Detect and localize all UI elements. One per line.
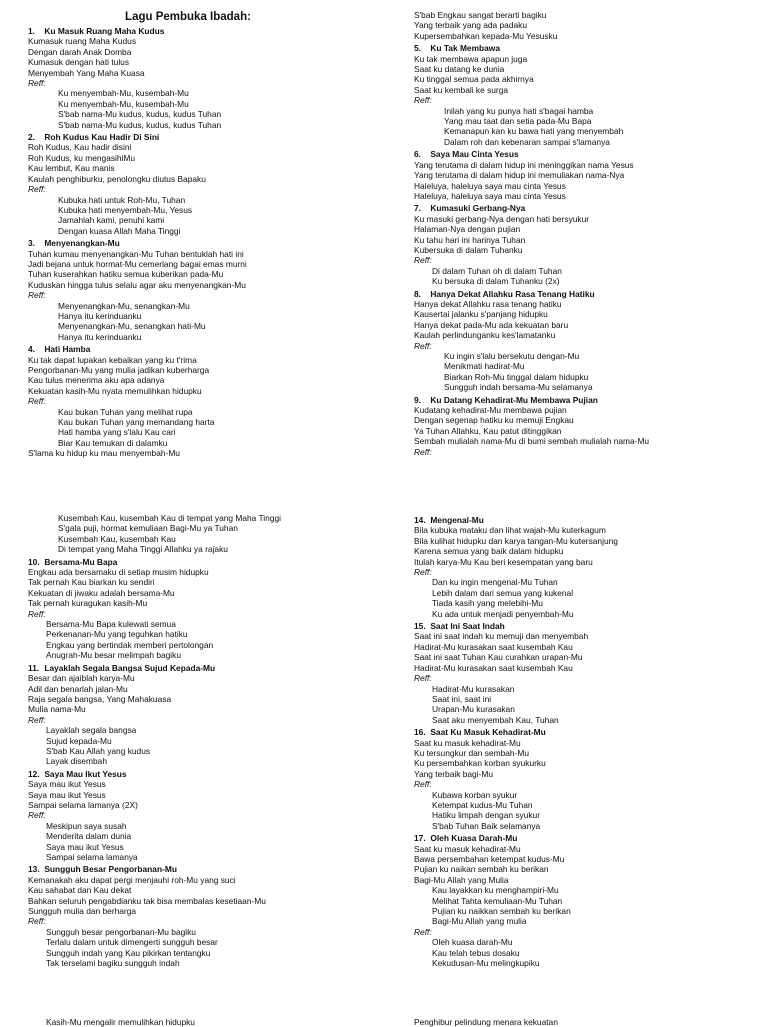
lyric-line: Engkau yang bertindak memberi pertolongan: [46, 639, 214, 650]
lyric-line: Roh Kudus, Kau hadir disini: [28, 142, 132, 153]
lyric-line: Haleluya, haleluya saya mau cinta Yesus: [414, 180, 566, 191]
song-number: 4.: [28, 344, 35, 355]
song-number: 7.: [414, 203, 421, 214]
song: [414, 833, 754, 968]
lyric-line: Menikmati hadirat-Mu: [444, 361, 525, 372]
lyric-line: Mulia nama-Mu: [28, 704, 86, 715]
lyric-line: Pengorbanan-Mu yang mulia jadikan kuberharga: [28, 365, 210, 375]
song-number: 5.: [414, 43, 421, 54]
reff-label: Reff:: [414, 779, 432, 790]
lyric-line: Menyembah Yang Maha Kuasa: [28, 67, 145, 78]
song-title-text: Ku Datang Kehadirat-Mu Membawa Pujian: [430, 394, 598, 405]
song-title: [28, 26, 388, 36]
column-top-left: [28, 10, 388, 459]
lyric-line: Urapan-Mu kurasakan: [432, 704, 515, 715]
lyric-line: Dengan kuasa Allah Maha Tinggi: [58, 225, 181, 236]
lyric-line: Saya mau ikut Yesus: [46, 841, 124, 852]
reff-label: Reff:: [28, 916, 46, 927]
song: [28, 344, 388, 458]
lyric-line: Ku tahu hari ini harinya Tuhan: [414, 234, 526, 245]
lyric-line: Ku ada untuk menjadi penyembah-Mu: [432, 608, 574, 619]
lyric-line: Di tempat yang Maha Tinggi Allahku ya rajaku: [58, 544, 228, 555]
lyric-line: S'bab Engkau sangat berarti bagiku: [414, 10, 547, 20]
lyric-line: Saat ku masuk kehadirat-Mu: [414, 737, 521, 748]
lyric-line: Lebih dalam dari semua yang kukenal: [432, 587, 574, 598]
song-title: [414, 149, 754, 159]
lyric-line: Kudatang kehadirat-Mu membawa pujian: [414, 405, 567, 416]
song-number: 2.: [28, 132, 35, 143]
song-title-text: Mengenal-Mu: [430, 515, 484, 525]
song-list: [28, 513, 388, 968]
song-number: 9.: [414, 394, 421, 405]
lyric-line: Bagi-Mu Allah yang Mulia: [414, 874, 509, 885]
lyric-line: Jamahlah kami, penuhi kami: [58, 215, 165, 226]
lyric-line: Saat ku kembali ke surga: [414, 84, 509, 95]
song: [28, 26, 388, 130]
lyric-line: Oleh kuasa darah-Mu: [432, 937, 513, 948]
lyric-line: S'bab Kau Allah yang kudus: [46, 745, 151, 756]
lyric-line: S'bab nama-Mu kudus, kudus, kudus Tuhan: [58, 109, 222, 120]
lyric-line: Dengan segenap hatiku ku memuji Engkau: [414, 415, 574, 426]
cut-off-line: Kasih-Mu mengalir memulihkan hidupku: [46, 1017, 195, 1027]
lyric-line: Bagi-Mu Allah yang mulia: [432, 916, 527, 927]
lyric-line: Ku persembahkan korban syukurku: [414, 758, 546, 769]
reff-label: Reff:: [414, 340, 432, 351]
lyric-line: Roh Kudus, ku mengasihiMu: [28, 152, 136, 163]
lyric-line: Karena semua yang baik dalam hidupku: [414, 546, 564, 557]
song-title-text: Saya Mau Cinta Yesus: [430, 149, 519, 160]
lyric-line: Ketempat kudus-Mu Tuhan: [432, 799, 533, 810]
lyric-line: Itulah karya-Mu Kau beri kesempatan yang baru: [414, 556, 593, 567]
reff-label: Reff:: [28, 78, 46, 89]
lyric-line: Tak pernah kuragukan kasih-Mu: [28, 598, 148, 609]
column-bottom-right: [414, 513, 754, 968]
song-title-text: Ku Masuk Ruang Maha Kudus: [44, 26, 165, 36]
lyric-line: Kau lembut, Kau manis: [28, 163, 115, 174]
lyric-line: Kubuka hati untuk Roh-Mu, Tuhan: [58, 194, 186, 205]
lyric-line: Kau bukan Tuhan yang melihat rupa: [58, 406, 193, 417]
song-list: [414, 515, 754, 968]
lyric-line: Hanya dekat pada-Mu ada kekuatan baru: [414, 319, 569, 330]
lyric-line: Sujud kepada-Mu: [46, 735, 112, 746]
lyric-line: Kusembah Kau, kusembah Kau di tempat yang Maha Tinggi: [58, 513, 282, 523]
song-title-text: Hati Hamba: [44, 344, 91, 355]
song-title: [28, 238, 388, 248]
song: [414, 149, 754, 201]
song-list: [414, 10, 754, 457]
lyric-line: Hati hamba yang s'lalu Kau cari: [58, 427, 176, 438]
song-title: [414, 515, 754, 525]
lyric-line: Yang terbaik yang ada padaku: [414, 20, 527, 31]
reff-label: Reff:: [28, 290, 46, 301]
song-number: 1.: [28, 26, 35, 36]
lyric-line: Tak terselami bagiku sungguh indah: [46, 958, 180, 969]
lyric-line: Bawa persembahan ketempat kudus-Mu: [414, 854, 565, 864]
song-title-text: Oleh Kuasa Darah-Mu: [430, 833, 518, 844]
lyric-line: Sungguh indah yang Kau pikirkan tentangku: [46, 947, 211, 958]
lyric-line: Saat ini saat Tuhan Kau curahkan urapan-Mu: [414, 652, 583, 663]
lyric-line: Kausertai jalanku s'panjang hidupku: [414, 309, 548, 320]
lyric-line: Sungguh mulia dan berharga: [28, 906, 137, 917]
song: [414, 43, 754, 147]
reff-label: Reff:: [28, 608, 46, 619]
lyric-line: S'bab Tuhan Baik selamanya: [432, 820, 541, 831]
lyric-line: Ku menyembah-Mu, kusembah-Mu: [58, 98, 189, 109]
song-list: [28, 26, 388, 459]
song-title: [28, 557, 388, 567]
lyric-line: Besar dan ajaiblah karya-Mu: [28, 673, 135, 684]
song-title-text: Saat Ini Saat Indah: [430, 621, 505, 632]
song: [414, 395, 754, 457]
lyric-line: Kupersembahkan kepada-Mu Yesusku: [414, 30, 558, 41]
column-top-right: [414, 10, 754, 457]
lyric-line: Kekudusan-Mu melingkupiku: [432, 958, 540, 969]
lyric-line: Kekuatan kasih-Mu nyata memulihkan hidupku: [28, 385, 202, 396]
lyric-line: Saat ku masuk kehadirat-Mu: [414, 843, 521, 854]
lyric-line: Ya Tuhan Allahku, Kau patut ditinggikan: [414, 425, 562, 436]
song: [28, 663, 388, 767]
lyric-line: Ku menyembah-Mu, kusembah-Mu: [58, 88, 189, 99]
reff-label: Reff:: [414, 95, 432, 106]
song: [28, 238, 388, 342]
reff-label: Reff:: [414, 255, 432, 266]
lyric-line: Menderita dalam dunia: [46, 831, 132, 842]
lyric-line: Kekuatan di jiwaku adalah bersama-Mu: [28, 587, 175, 598]
lyric-line: Saya mau ikut Yesus: [28, 779, 106, 790]
song: [414, 289, 754, 393]
lyric-line: Kaulah penghiburku, penolongku diutus Bapaku: [28, 173, 206, 184]
lyric-line: Raja segala bangsa, Yang Mahakuasa: [28, 693, 172, 704]
song-title: [28, 132, 388, 142]
lyric-line: Kubawa korban syukur: [432, 789, 518, 800]
lyric-line: Kau layakkan ku menghampiri-Mu: [432, 885, 559, 896]
lyric-line: Inilah yang ku punya hati s'bagai hamba: [444, 105, 594, 116]
lyric-line: Bersama-Mu Bapa kulewati semua: [46, 619, 176, 630]
song-number: 16.: [414, 727, 426, 738]
song-title-text: Saat Ku Masuk Kehadirat-Mu: [430, 727, 546, 738]
song-title: [414, 395, 754, 405]
lyric-line: Adil dan benarlah jalan-Mu: [28, 683, 128, 694]
song-number: 6.: [414, 149, 421, 160]
song-title: [28, 663, 388, 673]
song: [28, 769, 388, 863]
reff-label: Reff:: [414, 446, 432, 457]
lyric-line: Ku tersungkur dan sembah-Mu: [414, 747, 529, 758]
lyric-line: Saat ku datang ke dunia: [414, 64, 505, 75]
lyric-line: Kaulah perlindunganku kes'lamatanku: [414, 330, 556, 341]
lyric-line: Tiada kasih yang melebihi-Mu: [432, 598, 543, 609]
song: [414, 515, 754, 619]
lyric-line: Ku tak membawa apapun juga: [414, 53, 528, 64]
lyric-line: Kumasuk dengan hati tulus: [28, 57, 130, 68]
song-title-text: Menyenangkan-Mu: [44, 238, 120, 249]
song-title-text: Hanya Dekat Allahku Rasa Tenang Hatiku: [430, 288, 595, 299]
lyric-line: Halaman-Nya dengan pujian: [414, 224, 521, 235]
lyric-line: Layaklah segala bangsa: [46, 725, 137, 736]
song-title-text: Sungguh Besar Pengorbanan-Mu: [44, 864, 177, 875]
lyric-line: Tuhan kuserahkan hatiku semua kuberikan pada-Mu: [28, 269, 224, 280]
song-title: [414, 43, 754, 53]
lyric-line: Tuhan kumau menyenangkan-Mu Tuhan bentuklah hati ini: [28, 248, 244, 259]
song: [414, 203, 754, 286]
reff-label: Reff:: [28, 184, 46, 195]
song-number: 14.: [414, 515, 426, 525]
song-title-text: Layaklah Segala Bangsa Sujud Kepada-Mu: [44, 662, 216, 673]
lyric-line: Haleluya, haleluya saya mau cinta Yesus: [414, 190, 566, 201]
lyric-line: Kau telah tebus dosaku: [432, 947, 520, 958]
lyric-line: Hanya dekat Allahku rasa tenang hatiku: [414, 298, 562, 309]
lyric-line: Dan ku ingin mengenal-Mu Tuhan: [432, 577, 558, 588]
lyric-line: Pujian ku naikkan sembah ku berikan: [432, 906, 571, 917]
song-title: [28, 769, 388, 779]
lyric-line: Kemanapun kan ku bawa hati yang menyembah: [444, 126, 624, 137]
song-number: 10.: [28, 556, 40, 567]
cut-off-line: Penghibur pelindung menara kekuatan: [414, 1017, 558, 1027]
lyric-line: Kemanakah aku dapat pergi menjauhi roh-Mu yang suci: [28, 874, 236, 885]
lyric-line: Hadirat-Mu kurasakan saat kusembah Kau: [414, 662, 573, 673]
lyric-line: Anugrah-Mu besar melimpah bagiku: [46, 650, 182, 661]
lyric-line: Meskipun saya susah: [46, 820, 127, 831]
lyric-line: Kuduskan hingga tulus selalu agar aku menyenangkan-Mu: [28, 279, 246, 290]
song-title: [414, 621, 754, 631]
lyric-line: Menyenangkan-Mu, senangkan-Mu: [58, 300, 190, 311]
lyric-line: Engkau ada bersamaku di setiap musim hidupku: [28, 567, 209, 578]
reff-label: Reff:: [414, 567, 432, 578]
lyric-line: Sampai selama lamanya (2X): [28, 799, 138, 810]
song-title: [414, 203, 754, 213]
lyric-line: Melihat Tahta kemuliaan-Mu Tuhan: [432, 895, 563, 906]
lyric-line: S'bab nama-Mu kudus, kudus, kudus Tuhan: [58, 119, 222, 130]
song: [414, 10, 754, 41]
lyric-line: Kubuka hati menyembah-Mu, Yesus: [58, 204, 193, 215]
song: [28, 557, 388, 661]
lyric-line: Jadi bejana untuk hormat-Mu cemerlang bagai emas murni: [28, 258, 247, 269]
lyric-line: Pujian ku naikan sembah ku berikan: [414, 864, 549, 875]
lyric-line: Kumasuk ruang Maha Kudus: [28, 36, 137, 47]
song: [28, 132, 388, 236]
lyric-line: Bila kubuka mataku dan lihat wajah-Mu kuterkagum: [414, 525, 606, 536]
lyric-line: Saya mau ikut Yesus: [28, 789, 106, 800]
reff-label: Reff:: [28, 714, 46, 725]
lyric-line: S'lama ku hidup ku mau menyembah-Mu: [28, 448, 180, 459]
song-number: 8.: [414, 288, 421, 299]
lyric-line: Kubersuka di dalam Tuhanku: [414, 244, 523, 255]
lyric-line: Layak disembah: [46, 756, 107, 767]
song-title: [414, 727, 754, 737]
lyric-line: Perkenanan-Mu yang teguhkan hatiku: [46, 629, 188, 640]
lyric-line: Ku tak dapat lupakan kebaikan yang ku t'rima: [28, 354, 197, 365]
lyric-line: Sungguh besar pengorbanan-Mu bagiku: [46, 926, 196, 937]
song-number: 3.: [28, 238, 35, 249]
lyric-line: Ku tinggal semua pada akhirnya: [414, 74, 534, 85]
lyric-line: Biar Kau temukan di dalamku: [58, 437, 168, 448]
song-title-text: Saya Mau Ikut Yesus: [44, 768, 127, 779]
song-title-text: Bersama-Mu Bapa: [44, 556, 118, 567]
song-title: [414, 289, 754, 299]
song-title-text: Kumasuki Gerbang-Nya: [430, 203, 526, 214]
song: [28, 864, 388, 968]
song-title: [28, 864, 388, 874]
lyric-line: Hatiku limpah dengan syukur: [432, 810, 541, 821]
song-title-text: Ku Tak Membawa: [430, 43, 500, 54]
lyric-line: Yang terutama di dalam hidup ini memuliakan nama-Nya: [414, 170, 625, 181]
lyric-line: Ku masuki gerbang-Nya dengan hati bersyukur: [414, 213, 590, 224]
reff-label: Reff:: [414, 926, 432, 937]
lyric-line: Bahkan seluruh pengabdianku tak bisa membalas kesetiaan-Mu: [28, 895, 266, 906]
lyric-line: Saat aku menyembah Kau, Tuhan: [432, 714, 559, 725]
song: [414, 727, 754, 831]
lyric-line: Hadirat-Mu kurasakan: [432, 683, 515, 694]
lyric-line: Di dalam Tuhan oh di dalam Tuhan: [432, 265, 562, 276]
lyric-line: Ku ingin s'lalu bersekutu dengan-Mu: [444, 351, 580, 361]
song-number: 17.: [414, 833, 426, 844]
song-number: 11.: [28, 662, 40, 673]
lyric-line: Sungguh indah bersama-Mu selamanya: [444, 382, 593, 393]
lyric-line: Tak pernah Kau biarkan ku sendiri: [28, 577, 155, 588]
song-number: 12.: [28, 768, 40, 779]
lyric-line: Kau tulus menerima aku apa adanya: [28, 375, 165, 386]
song: [414, 621, 754, 725]
song-title: [414, 833, 754, 843]
lyric-line: Ku bersuka di dalam Tuhanku (2x): [432, 276, 560, 287]
lyric-line: Dengan darah Anak Domba: [28, 46, 132, 57]
lyric-line: Hadirat-Mu kurasakan saat kusembah Kau: [414, 641, 573, 652]
song-title: [28, 344, 388, 354]
page-title: Lagu Pembuka Ibadah:: [125, 11, 251, 23]
song: [28, 513, 388, 555]
lyric-line: Sembah mulialah nama-Mu di bumi sembah mulialah nama-Mu: [414, 436, 650, 447]
lyric-line: Bila kulihat hidupku dan karya tangan-Mu kutersanjung: [414, 535, 618, 546]
lyric-line: Yang terbaik bagi-Mu: [414, 768, 493, 779]
lyric-line: Saat ini saat indah ku memuji dan menyembah: [414, 631, 589, 642]
lyric-line: Yang mau taat dan setia pada-Mu Bapa: [444, 116, 592, 127]
reff-label: Reff:: [28, 396, 46, 407]
column-bottom-left: [28, 513, 388, 968]
lyric-line: Dalam roh dan kebenaran sampai s'lamanya: [444, 136, 610, 147]
lyric-line: Menyenangkan-Mu, senangkan hati-Mu: [58, 321, 206, 332]
lyric-line: Yang terutama di dalam hidup ini meninggikan nama Yesus: [414, 159, 634, 170]
song-number: 13.: [28, 864, 40, 875]
reff-label: Reff:: [414, 673, 432, 684]
lyric-line: Hanya itu kerinduanku: [58, 331, 142, 342]
lyric-line: Kusembah Kau, kusembah Kau: [58, 533, 176, 544]
lyric-line: Saat ini, saat ini: [432, 693, 492, 704]
lyric-line: Hanya itu kerinduanku: [58, 310, 142, 321]
lyric-line: Terlalu dalam untuk dimengerti sungguh besar: [46, 937, 218, 948]
lyric-line: Sampai selama lamanya: [46, 852, 138, 862]
song-number: 15.: [414, 621, 426, 632]
reff-label: Reff:: [28, 810, 46, 821]
lyric-line: Biarkan Roh-Mu tinggal dalam hidupku: [444, 371, 589, 382]
lyric-line: Kau bukan Tuhan yang memandang harta: [58, 417, 215, 428]
song-title-text: Roh Kudus Kau Hadir Di Sini: [44, 132, 160, 143]
lyric-line: S'gala puji, hormat kemuliaan Bagi-Mu ya Tuhan: [58, 523, 238, 534]
lyric-line: Kau sahabat dan Kau dekat: [28, 885, 132, 896]
